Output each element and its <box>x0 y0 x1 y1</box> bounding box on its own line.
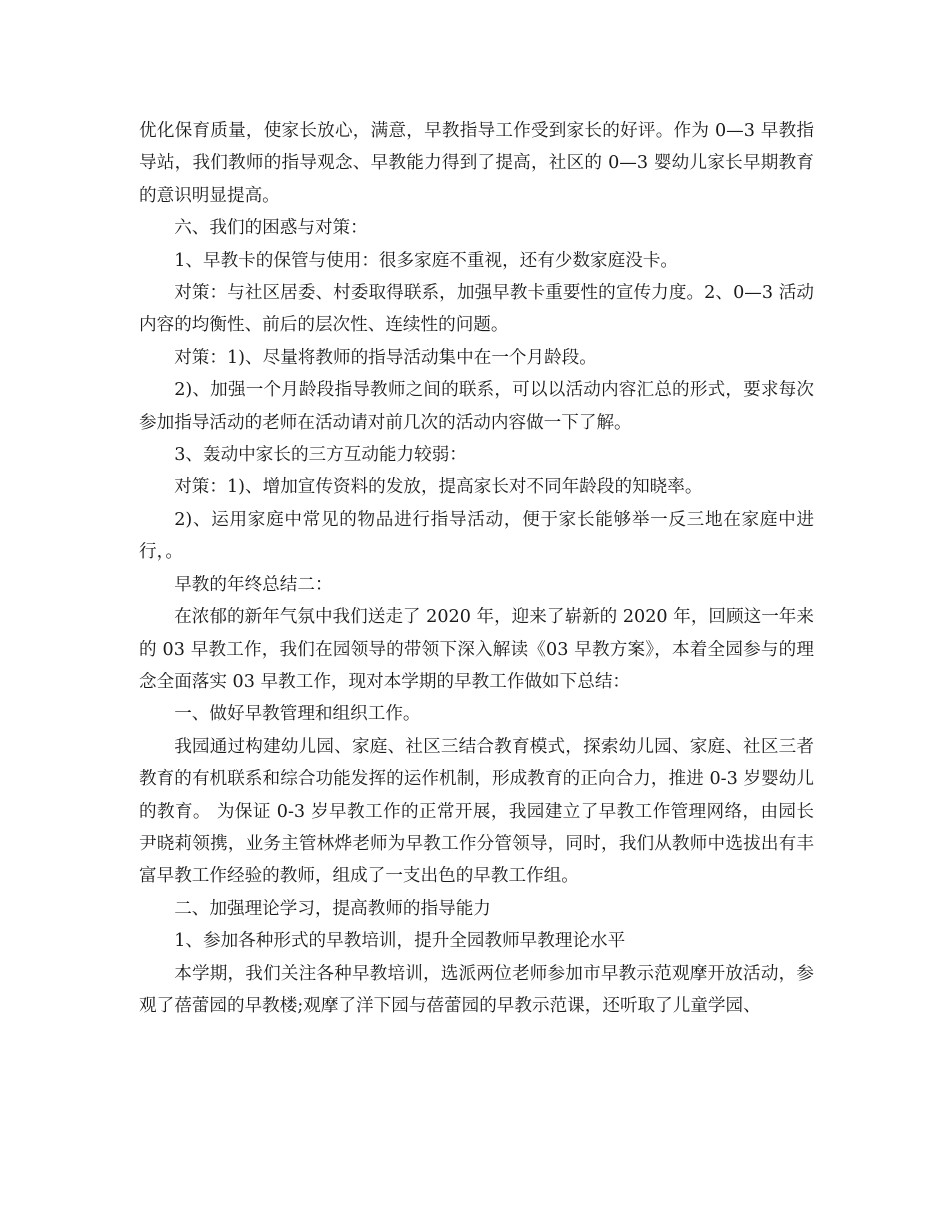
paragraph-10: 早教的年终总结二： <box>174 574 333 595</box>
paragraph-3: 1、早教卡的保管与使用：很多家庭不重视，还有少数家庭没卡。 <box>174 250 679 271</box>
paragraph-11: 在浓郁的新年气氛中我们送走了 2020 年，迎来了崭新的 2020 年，回顾这一年来的 03 早教工作，我们在园领导的带领下深入解读《03 早教方案》，本着全园参与的理念全面落实 03 早教工作，现对本学期的早教工作做如下总结： <box>139 607 814 692</box>
paragraph-15: 1、参加各种形式的早教培训，提升全园教师早教理论水平 <box>174 931 626 952</box>
paragraph-2: 六、我们的困惑与对策： <box>174 218 368 239</box>
paragraph-8: 对策：1)、增加宣传资料的发放，提高家长对不同年龄段的知晓率。 <box>174 477 703 498</box>
paragraph-16: 本学期，我们关注各种早教培训，选派两位老师参加市早教示范观摩开放活动，参观了蓓蕾园的早教楼;观摩了洋下园与蓓蕾园的早教示范课，还听取了儿童学园、 <box>139 963 814 1016</box>
paragraph-13: 我园通过构建幼儿园、家庭、社区三结合教育模式，探索幼儿园、家庭、社区三者教育的有机联系和综合功能发挥的运作机制，形成教育的正向合力，推进 0-3 岁婴幼儿的教育。 为保证 0-3 岁早教工作的正常开展，我园建立了早教工作管理网络，由园长尹晓莉领携，业务主管林烨老师为早教工作分管领导，同时，我们从教师中选拔出有丰富早教工作经验的教师，组成了一支出色的早教工作组。 <box>139 736 814 887</box>
paragraph-7: 3、轰动中家长的三方互动能力较弱： <box>174 445 467 466</box>
paragraph-9: 2)、运用家庭中常见的物品进行指导活动，便于家长能够举一反三地在家庭中进行，。 <box>139 509 814 563</box>
paragraph-14: 二、加强理论学习，提高教师的指导能力 <box>174 898 491 919</box>
paragraph-6: 2)、加强一个月龄段指导教师之间的联系，可以以活动内容汇总的形式，要求每次参加指导活动的老师在活动请对前几次的活动内容做一下了解。 <box>139 380 814 433</box>
paragraph-1: 优化保育质量，使家长放心，满意，早教指导工作受到家长的好评。作为 0—3 早教指导站，我们教师的指导观念、早教能力得到了提高，社区的 0—3 婴幼儿家长早期教育的意识明显提高。 <box>139 121 814 206</box>
document-body <box>139 115 814 1022</box>
paragraph-5: 对策：1)、尽量将教师的指导活动集中在一个月龄段。 <box>174 347 597 368</box>
paragraph-12: 一、做好早教管理和组织工作。 <box>174 704 421 725</box>
paragraph-4: 对策：与社区居委、村委取得联系，加强早教卡重要性的宣传力度。2、0—3 活动内容的均衡性、前后的层次性、连续性的问题。 <box>139 283 814 336</box>
